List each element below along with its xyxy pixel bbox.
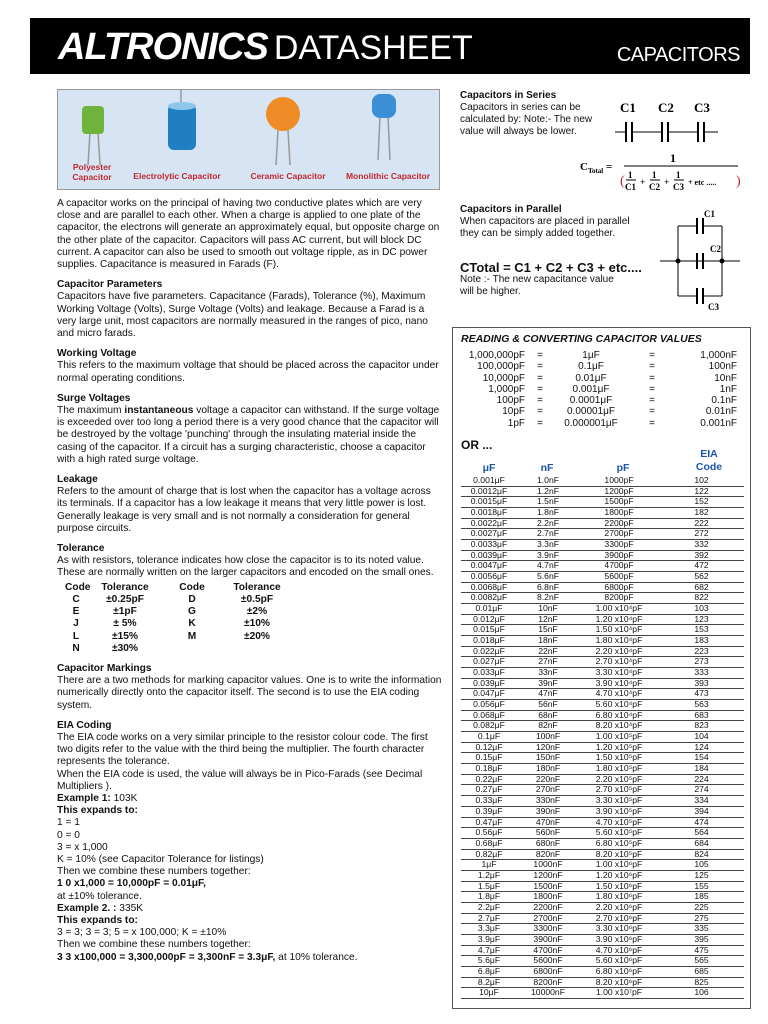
table-cell: 39nF (538, 677, 558, 688)
table-cell: 1.5μF (477, 880, 501, 891)
table-cell: 393 (694, 677, 709, 688)
table-cell: 5.60 x10⁴pF (595, 699, 643, 710)
table-cell: 332 (694, 539, 709, 550)
table-cell: 272 (694, 528, 709, 539)
parallel-note: Note :- The new capacitance value will be higher. (460, 274, 614, 297)
table-cell: 8.2μF (477, 976, 501, 987)
table-cell: 0.22μF (475, 773, 503, 784)
table-cell: 6.80 x10⁵pF (595, 837, 643, 848)
table-cell: 220nF (535, 773, 561, 784)
table-cell: 5600nF (533, 955, 563, 966)
table-cell: 152 (694, 496, 709, 507)
table-cell: 0.0056μF (470, 571, 508, 582)
table-cell: 102 (694, 475, 709, 485)
table-cell: 0.18μF (475, 763, 503, 774)
table-cell: 473 (694, 688, 709, 699)
table-cell: 8200nF (533, 976, 563, 987)
table-cell: 472 (694, 560, 709, 571)
markings-text: There are a two methods for marking capacitor values. One is to write the information numerically directly onto the capacitor itself. The second is to use the EIA coding system. (57, 675, 442, 711)
svg-text:+: + (640, 177, 646, 187)
table-cell: 565 (694, 955, 709, 966)
table-cell: 1.8μF (477, 891, 501, 902)
parallel-text: When capacitors are placed in parallel they can be simply added together. (460, 216, 630, 239)
table-cell: 335 (694, 923, 709, 934)
table-cell: 22nF (538, 645, 558, 656)
tolerance-title: Tolerance (57, 543, 105, 555)
table-cell: 1.00 x10⁶pF (595, 859, 643, 870)
working-title: Working Voltage (57, 348, 137, 360)
leakage-title: Leakage (57, 474, 98, 486)
monolithic-label: Monolithic Capacitor (345, 171, 431, 181)
table-cell: 6.8nF (537, 581, 559, 592)
table-cell: 6800pF (604, 581, 634, 592)
table-row (461, 935, 744, 946)
table-cell: 1800pF (604, 507, 634, 518)
table-cell: 3.90 x10⁴pF (595, 677, 643, 688)
equiv-row: 1,000pF = 0.001μF = 1nF (488, 383, 737, 395)
table-cell: 562 (694, 571, 709, 582)
table-cell: 3.90 x10⁵pF (595, 805, 643, 816)
table-cell: 4.70 x10⁵pF (595, 816, 643, 827)
markings-title: Capacitor Markings (57, 662, 152, 674)
table-cell: 822 (694, 592, 709, 603)
table-cell: 0.82μF (475, 848, 503, 859)
table-cell: 5.60 x10⁶pF (595, 955, 643, 966)
svg-text:C2: C2 (658, 100, 674, 115)
doc-type: DATASHEET (273, 29, 473, 67)
brand-name: ALTRONICS (58, 26, 268, 68)
eia-line: Then we combine these numbers together: (57, 866, 251, 878)
equiv-row: 10,000pF = 0.01μF = 10nF (482, 372, 737, 384)
table-cell: 392 (694, 549, 709, 560)
table-row (461, 839, 744, 850)
table-cell: 0.0018μF (470, 507, 508, 518)
svg-text:1: 1 (628, 170, 633, 180)
series-title: Capacitors in Series (460, 90, 557, 101)
eia-line: 3 3 x100,000 = 3,300,000pF = 3,300nF = 3.3μF, at 10% tolerance. (57, 951, 358, 963)
svg-text:(: ( (620, 174, 625, 189)
table-cell: 6.8μF (477, 965, 501, 976)
table-cell: 12nF (538, 613, 558, 624)
table-cell: 122 (694, 485, 709, 496)
parallel-diagram (660, 209, 750, 312)
table-cell: 0.0047μF (470, 560, 508, 571)
example2: Example 2. : 335K (57, 902, 144, 914)
table-cell: 2700nF (533, 912, 563, 923)
table-cell: 0.33μF (475, 795, 503, 806)
svg-text:CTotal =: $C_{Total}$ = (580, 161, 613, 175)
svg-text:1: 1 (676, 170, 681, 180)
table-cell: 1.50 x10⁴pF (595, 624, 643, 635)
table-cell: 3900pF (604, 549, 634, 560)
table-cell: 0.39μF (475, 805, 503, 816)
table-cell: 4.7μF (477, 944, 501, 955)
table-cell: 100nF (535, 731, 561, 742)
table-cell: 182 (694, 507, 709, 518)
table-cell: 333 (694, 667, 709, 678)
table-cell: 184 (694, 763, 709, 774)
table-cell: 683 (694, 709, 709, 720)
table-cell: 2.7nF (537, 528, 559, 539)
svg-text:C2: C2 (710, 244, 721, 254)
table-cell: 0.033μF (473, 667, 505, 678)
table-cell: 1.20 x10⁴pF (595, 613, 643, 624)
expands2: This expands to: (57, 914, 138, 926)
table-cell: 1500nF (533, 880, 563, 891)
table-cell: 5.6μF (477, 955, 501, 966)
table-cell: 275 (694, 912, 709, 923)
table-cell: 3.3μF (477, 923, 501, 934)
table-cell: 3300pF (604, 539, 634, 550)
table-cell: 1.2μF (477, 869, 501, 880)
table-cell: 4.70 x10⁶pF (595, 944, 643, 955)
table-cell: 470nF (535, 816, 561, 827)
table-cell: 0.0022μF (470, 517, 508, 528)
eia-text: The EIA code works on a very similar principle to the resistor colour code. The first two digits refer to the value with the third being the multiplier. The fourth character represents the tolerance. (57, 731, 428, 768)
table-cell: 124 (694, 741, 709, 752)
table-cell: 1.5nF (537, 496, 559, 507)
table-cell: 823 (694, 720, 709, 731)
table-cell: 1000pF (604, 475, 634, 485)
table-cell: 0.0012μF (470, 485, 508, 496)
table-cell: 155 (694, 880, 709, 891)
table-cell: 183 (694, 635, 709, 646)
table-cell: 8.20 x10⁴pF (595, 720, 643, 731)
table-cell: 2.2nF (537, 517, 559, 528)
table-cell: 0.018μF (473, 635, 505, 646)
parallel-block (460, 204, 642, 298)
table-cell: 106 (694, 987, 709, 998)
table-cell: 222 (694, 517, 709, 528)
table-cell: 6.80 x10⁶pF (595, 965, 643, 976)
table-cell: 125 (694, 869, 709, 880)
table-cell: 0.082μF (473, 720, 505, 731)
table-cell: 15nF (538, 624, 558, 635)
table-cell: 0.0027μF (470, 528, 508, 539)
table-cell: 274 (694, 784, 709, 795)
right-column (460, 90, 750, 312)
table-cell: 1500pF (604, 496, 634, 507)
table-cell: 2200nF (533, 901, 563, 912)
leakage-text: Refers to the amount of charge that is lost when the capacitor has a voltage across its terminals. If a capacitor has a low leakage it means that very little power is lost. Generally leakage is very small and is not normally a consideration for general purpose circuits. (57, 486, 431, 534)
table-cell: 0.0039μF (470, 549, 508, 560)
table-cell: 2.7μF (477, 912, 501, 923)
table-cell: 8.20 x10⁵pF (595, 848, 643, 859)
series-text: Capacitors in series can be calculated by: Note:- The new value will always be lower. (460, 102, 593, 137)
table-cell: 1.20 x10⁵pF (595, 741, 643, 752)
svg-text:1: 1 (652, 170, 657, 180)
table-cell: 0.47μF (475, 816, 503, 827)
table-cell: 1.8nF (537, 507, 559, 518)
table-cell: 560nF (535, 827, 561, 838)
table-cell: 68nF (538, 709, 558, 720)
table-cell: 684 (694, 837, 709, 848)
working-text: This refers to the maximum voltage that should be placed across the capacitor under normal operating conditions. (57, 360, 439, 384)
conversion-equivalents (461, 350, 744, 429)
eia-line: Then we combine these numbers together: (57, 939, 251, 951)
table-cell: 103 (694, 603, 709, 614)
table-cell: 4700nF (533, 944, 563, 955)
svg-text:C2: C2 (649, 182, 660, 192)
equiv-row: 1,000,000pF = 1μF = 1,000nF (468, 350, 737, 361)
table-cell: 150nF (535, 752, 561, 763)
table-cell: 2.2μF (477, 901, 501, 912)
table-cell: 10nF (538, 603, 558, 614)
capacitor-photo (57, 89, 440, 190)
table-cell: 820nF (535, 848, 561, 859)
table-cell: 1.80 x10⁶pF (595, 891, 643, 902)
table-cell: 3.3nF (537, 539, 559, 550)
table-cell: 10μF (479, 987, 499, 998)
table-cell: 2.70 x10⁵pF (595, 784, 643, 795)
surge-title: Surge Voltages (57, 392, 131, 404)
table-cell: 1.80 x10⁴pF (595, 635, 643, 646)
table-row (461, 967, 744, 978)
intro-text: A capacitor works on the principal of having two conductive plates which are very close and are parallel to each other. When a charge is applied to one plate of the capacitor, the electrons will generate an approximately equal, but opposite charge on the other plate of the capacitor. Capacitors will pass AC current, but will block DC current. A capacitor can also be used to smooth out voltage ripple, as in DC power supplies. Capacitance is measured in Farads (F). (57, 198, 440, 271)
table-cell: 825 (694, 976, 709, 987)
table-cell: 394 (694, 805, 709, 816)
svg-text:+: + (664, 177, 670, 187)
table-cell: 8.20 x10⁶pF (595, 976, 643, 987)
table-cell: 685 (694, 965, 709, 976)
expands1: This expands to: (57, 805, 138, 817)
svg-text:C1: C1 (620, 100, 636, 115)
table-cell: 1.00 x10⁷pF (595, 987, 643, 998)
table-cell: 33nF (538, 667, 558, 678)
table-cell: 0.056μF (473, 699, 505, 710)
table-cell: 1.0nF (537, 475, 559, 485)
table-cell: 2200pF (604, 517, 634, 528)
table-cell: 475 (694, 944, 709, 955)
table-cell: 123 (694, 613, 709, 624)
equiv-row: 10pF = 0.00001μF = 0.01nF (502, 406, 737, 418)
eia-line: K = 10% (see Capacitor Tolerance for listings) (57, 853, 264, 865)
table-cell: 3.9nF (537, 549, 559, 560)
example1: Example 1: 103K (57, 792, 138, 804)
table-cell: 270nF (535, 784, 561, 795)
brand-logo (58, 26, 473, 69)
table-cell: 120nF (535, 741, 561, 752)
header-banner (30, 18, 750, 74)
table-cell: 1.50 x10⁶pF (595, 880, 643, 891)
svg-text:C1: C1 (625, 182, 636, 192)
table-cell: 224 (694, 773, 709, 784)
table-cell: 682 (694, 581, 709, 592)
electrolytic-label: Electrolytic Capacitor (133, 171, 221, 181)
table-cell: 4.70 x10⁴pF (595, 688, 643, 699)
table-cell: 1.80 x10⁵pF (595, 763, 643, 774)
table-cell: 27nF (538, 656, 558, 667)
svg-text:C3: C3 (694, 100, 710, 115)
polyester-label: Polyester Capacitor (72, 162, 112, 182)
left-column (57, 198, 442, 964)
table-cell: 8.2nF (537, 592, 559, 603)
table-cell: 334 (694, 795, 709, 806)
table-cell: 6.80 x10⁴pF (595, 709, 643, 720)
table-cell: 0.15μF (475, 752, 503, 763)
table-cell: 5.6nF (537, 571, 559, 582)
table-cell: 2.20 x10⁵pF (595, 773, 643, 784)
series-diagram (580, 98, 750, 198)
svg-text:C3: C3 (673, 182, 684, 192)
category-title: CAPACITORS (616, 44, 740, 66)
table-cell: 1.00 x10⁴pF (595, 603, 643, 614)
table-cell: 2700pF (604, 528, 634, 539)
table-cell: 273 (694, 656, 709, 667)
ceramic-label: Ceramic Capacitor (250, 171, 326, 181)
table-cell: 3.9μF (477, 933, 501, 944)
table-cell: 18nF (538, 635, 558, 646)
table-cell: 1.2nF (537, 485, 559, 496)
table-cell: 1200pF (604, 485, 634, 496)
table-cell: 185 (694, 891, 709, 902)
table-cell: 3.30 x10⁶pF (595, 923, 643, 934)
table-cell: 0.012μF (473, 613, 505, 624)
table-cell: 154 (694, 752, 709, 763)
table-cell: 0.027μF (473, 656, 505, 667)
table-cell: 5.60 x10⁵pF (595, 827, 643, 838)
svg-text:C3: C3 (708, 302, 719, 312)
table-cell: 0.0068μF (470, 581, 508, 592)
table-cell: 225 (694, 901, 709, 912)
table-cell: 0.068μF (473, 709, 505, 720)
table-cell: 0.01μF (475, 603, 503, 614)
svg-text:+ etc .....: + etc ..... (688, 178, 717, 187)
table-cell: 0.047μF (473, 688, 505, 699)
svg-text:C1: C1 (704, 209, 715, 219)
equiv-row: 100pF = 0.0001μF = 0.1nF (496, 395, 737, 407)
table-cell: 395 (694, 933, 709, 944)
table-cell: 4700pF (604, 560, 634, 571)
table-cell: 1800nF (533, 891, 563, 902)
table-row (461, 988, 744, 999)
equiv-row: 1pF = 0.000001μF = 0.001nF (507, 417, 737, 429)
table-cell: 104 (694, 731, 709, 742)
table-cell: 3300nF (533, 923, 563, 934)
conversion-title: READING & CONVERTING CAPACITOR VALUES (461, 333, 702, 345)
svg-text:1: 1 (670, 151, 676, 165)
eia-line: 3 = x 1,000 (57, 841, 108, 853)
table-cell: 2.20 x10⁶pF (595, 901, 643, 912)
table-cell: 2.70 x10⁶pF (595, 912, 643, 923)
eia-line: 0 = 0 (57, 829, 80, 841)
surge-text: The maximum instantaneous voltage a capacitor can withstand. If the surge voltage is exceeded over too long a period there is a very good chance that the capacitor will be destroyed by the voltage 'punching' through the insulating material inside the casing of the capacitor. If a circuit has a surging characteristic, choose a capacitor with a high rated surge voltage. (57, 405, 440, 465)
table-cell: 56nF (538, 699, 558, 710)
table-cell: 8200pF (604, 592, 634, 603)
table-cell: 563 (694, 699, 709, 710)
table-cell: 0.022μF (473, 645, 505, 656)
table-cell: 180nF (535, 763, 561, 774)
table-cell: 1000nF (533, 859, 563, 870)
table-cell: 1200nF (533, 869, 563, 880)
table-cell: 0.68μF (475, 837, 503, 848)
table-cell: 1.50 x10⁵pF (595, 752, 643, 763)
table-cell: 3900nF (533, 933, 563, 944)
eia-line: at ±10% tolerance. (57, 890, 142, 902)
table-cell: 474 (694, 816, 709, 827)
table-cell: 3.30 x10⁴pF (595, 667, 643, 678)
eia-line: 1 = 1 (57, 817, 80, 829)
table-cell: 0.0015μF (470, 496, 508, 507)
table-cell: 1.00 x10⁵pF (595, 731, 643, 742)
table-cell: 3.90 x10⁶pF (595, 933, 643, 944)
table-cell: 0.56μF (475, 827, 503, 838)
table-cell: 0.27μF (475, 784, 503, 795)
table-cell: 2.20 x10⁴pF (595, 645, 643, 656)
table-cell: 564 (694, 827, 709, 838)
table-cell: 105 (694, 859, 709, 870)
value-table (461, 476, 744, 999)
tolerance-table: Code Tolerance Code Tolerance C ±0.25pF D ±0.5pF E ±1pF G ±2% J ± 5% K ±10% L ±15% M ±20% N ±30% (65, 581, 281, 654)
table-cell: 5600pF (604, 571, 634, 582)
table-cell: 3.30 x10⁵pF (595, 795, 643, 806)
table-cell: 2.70 x10⁴pF (595, 656, 643, 667)
table-cell: 680nF (535, 837, 561, 848)
table-cell: 0.039μF (473, 677, 505, 688)
eia-title: EIA Coding (57, 719, 112, 731)
table-cell: 390nF (535, 805, 561, 816)
tolerance-text: As with resistors, tolerance indicates how close the capacitor is to its noted value. These are normally written on the larger capacitors and encoded on the small ones. (57, 555, 434, 579)
table-cell: 0.0033μF (470, 539, 508, 550)
table-cell: 0.015μF (473, 624, 505, 635)
table-cell: 0.12μF (475, 741, 503, 752)
table-cell: 1μF (481, 859, 497, 870)
table-row (461, 903, 744, 914)
table-cell: 0.001μF (473, 475, 505, 485)
equiv-row: 100,000pF = 0.1μF = 100nF (477, 361, 737, 373)
eia-line: 3 = 3; 3 = 3; 5 = x 100,000; K = ±10% (57, 927, 227, 939)
parallel-title: Capacitors in Parallel (460, 204, 562, 215)
table-cell: 47nF (538, 688, 558, 699)
table-cell: 1.20 x10⁶pF (595, 869, 643, 880)
table-cell: 824 (694, 848, 709, 859)
table-cell: 153 (694, 624, 709, 635)
table-cell: 4.7nF (537, 560, 559, 571)
table-cell: 0.1μF (477, 731, 501, 742)
eia-line: 1 0 x1,000 = 10,000pF = 0.01μF, (57, 878, 206, 890)
table-cell: 10000nF (531, 987, 565, 998)
table-cell: 0.0082μF (470, 592, 508, 603)
eia-text2: When the EIA code is used, the value will always be in Pico-Farads (see Decimal Multipliers ). (57, 768, 423, 792)
svg-text:): ) (736, 174, 741, 189)
params-title: Capacitor Parameters (57, 279, 163, 291)
table-cell: 223 (694, 645, 709, 656)
params-text: Capacitors have five parameters. Capacitance (Farads), Tolerance (%), Maximum Working Voltage (Volts), Surge Voltage (Volts) and leakage. Because a Farad is a very large unit, most capacitors are normally measured in the ranges of pico, nano and micro farads. (57, 291, 428, 340)
table-cell: 6800nF (533, 965, 563, 976)
table-row (461, 807, 744, 818)
or-label: OR ... (461, 438, 493, 452)
conversion-box: READING & CONVERTING CAPACITOR VALUES 1,000,000pF = 1μF = 1,000nF 100,000pF = 0.1μF = 100nF 10,000pF = 0.01μF = 10nF 1,000pF = 0.001μF = 1nF 100pF = 0.0001μF = 0.1nF 10pF = 0.00001μF = 0.01nF 1pF = 0.000001μF = 0.001nF OR ... μF nF pF EIA Code 0.001μF 1.0nF 1000pF 102 0.0012μF 1.2nF 1200pF 122 0.0015μF 1.5nF 1500pF 152 0.0018μF 1.8nF 1800pF 182 0.0022μF 2.2nF 2200pF 222 0.0027μF 2.7nF 2700pF 272 0.0033μF 3.3nF 3300pF 332 0.0039μF 3.9nF 3900pF 392 0.0047μF 4.7nF 4700pF 472 0.0056μF 5.6nF 5600pF 562 0.0068μF 6.8nF 6800pF 682 0.0082μF 8.2nF 8200pF 822 0.01μF 10nF 1.00 x10⁴pF 103 0.012μF 12nF 1.20 x10⁴pF 123 0.015μF 15nF 1.50 x10⁴pF 153 0.018μF 18nF 1.80 x10⁴pF 183 0.022μF 22nF 2.20 x10⁴pF 223 0.027μF 27nF 2.70 x10⁴pF 273 0.033μF 33nF 3.30 x10⁴pF 333 0.039μF 39nF 3.90 x10⁴pF 393 0.047μF 47nF 4.70 x10⁴pF 473 0.056μF 56nF 5.60 x10⁴pF 563 0.068μF 68nF 6.80 x10⁴pF 683 0.082μF 82nF 8.20 x10⁴pF 823 0.1μF 100nF 1.00 x10⁵pF 104 0.12μF 120nF 1.20 x10⁵pF 124 0.15μF 150nF 1.50 x10⁵pF 154 0.18μF 180nF 1.80 x10⁵pF 184 0.22μF 220nF 2.20 x10⁵pF 224 0.27μF 270nF 2.70 x10⁵pF 274 0.33μF 330nF 3.30 x10⁵pF 334 0.39μF 390nF 3.90 x10⁵pF 394 0.47μF 470nF 4.70 x10⁵pF 474 0.56μF 560nF 5.60 x10⁵pF 564 0.68μF 680nF 6.80 x10⁵pF 684 0.82μF 820nF 8.20 x10⁵pF 824 1μF 1000nF 1.00 x10⁶pF 105 1.2μF 1200nF 1.20 x10⁶pF 125 1.5μF 1500nF 1.50 x10⁶pF 155 1.8μF 1800nF 1.80 x10⁶pF 185 2.2μF 2200nF 2.20 x10⁶pF 225 2.7μF 2700nF 2.70 x10⁶pF 275 3.3μF 3300nF 3.30 x10⁶pF 335 3.9μF 3900nF 3.90 x10⁶pF 395 4.7μF 4700nF 4.70 x10⁶pF 475 5.6μF 5600nF 5.60 x10⁶pF 565 6.8μF 6800nF 6.80 x10⁶pF 685 8.2μF 8200nF 8.20 x10⁶pF 825 10μF 10000nF 1.00 x10⁷pF 106 (452, 327, 751, 1009)
table-cell: 82nF (538, 720, 558, 731)
table-cell: 330nF (535, 795, 561, 806)
ctotal-formula: CTotal = C1 + C2 + C3 + etc.... (460, 260, 642, 275)
table-row (461, 871, 744, 882)
